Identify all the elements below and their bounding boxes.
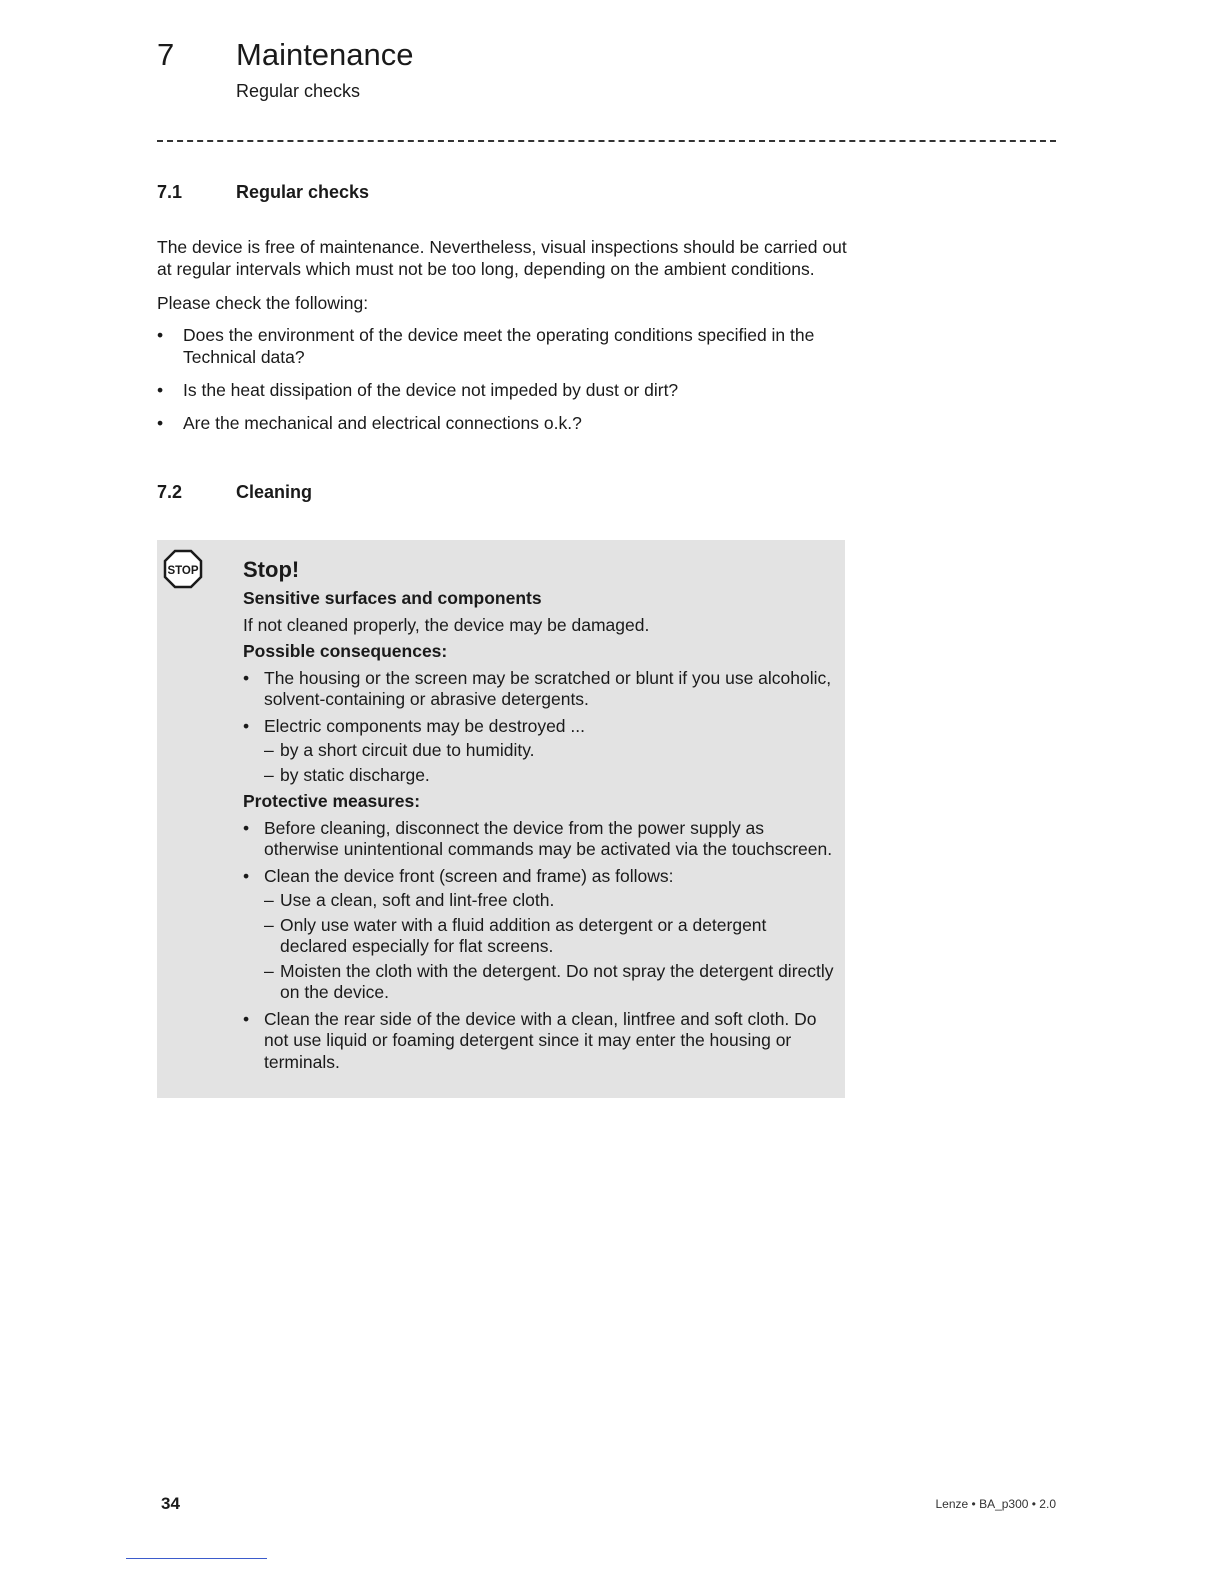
measure-text: Clean the rear side of the device with a clean, lintfree and soft cloth. Do not use liquid or foaming detergent since it may enter the housing or terminals. <box>264 1008 817 1072</box>
section-title: Regular checks <box>236 182 370 202</box>
stop-statement: If not cleaned properly, the device may be damaged. <box>243 614 650 635</box>
bullet-glyph: • <box>157 413 164 433</box>
list-item <box>157 379 847 401</box>
bullet-glyph: • <box>157 325 164 345</box>
consequences-list <box>243 668 838 787</box>
dash-glyph: – <box>264 764 274 785</box>
stop-icon-text: STOP <box>167 565 199 577</box>
list-item <box>157 412 847 434</box>
stop-sign-icon <box>163 549 203 589</box>
dash-glyph: – <box>264 890 274 910</box>
sub-item <box>264 915 838 958</box>
sub-item-text: by static discharge. <box>280 764 430 785</box>
measure-sublist <box>264 890 838 1004</box>
chapter-title: Maintenance <box>236 37 414 72</box>
section-number: 7.2 <box>157 482 183 502</box>
sub-item-text: by a short circuit due to humidity. <box>280 740 535 760</box>
bullet-glyph: • <box>243 1008 250 1029</box>
sub-item <box>264 890 838 912</box>
measures-list <box>243 818 838 1074</box>
measure-text: Clean the device front (screen and frame) as follows: <box>264 865 674 886</box>
check-item-text: Does the environment of the device meet the operating conditions specified in the Technical data? <box>183 325 815 367</box>
check-list <box>157 324 847 434</box>
bullet-glyph: • <box>157 380 164 400</box>
section-title: Cleaning <box>236 482 313 502</box>
stop-title: Stop! <box>243 557 300 582</box>
sub-item <box>264 961 838 1004</box>
sub-item <box>264 765 838 787</box>
footer-link-underline <box>126 1558 267 1559</box>
sub-item-text: Moisten the cloth with the detergent. Do not spray the detergent directly on the device. <box>280 960 834 1002</box>
list-item <box>157 324 847 368</box>
bullet-glyph: • <box>243 817 250 838</box>
chapter-subtitle: Regular checks <box>236 81 361 101</box>
checklist-lead: Please check the following: <box>157 293 369 313</box>
sub-item-text: Only use water with a fluid addition as detergent or a detergent declared especially for flat screens. <box>280 914 767 956</box>
measures-label: Protective measures: <box>243 791 421 811</box>
stop-subtitle: Sensitive surfaces and components <box>243 588 542 608</box>
consequence-text: The housing or the screen may be scratched or blunt if you use alcoholic, solvent-containing or abrasive detergents. <box>264 667 832 709</box>
chapter-number: 7 <box>157 37 175 72</box>
list-item <box>243 818 838 861</box>
list-item <box>243 716 838 787</box>
dash-glyph: – <box>264 740 274 760</box>
bullet-glyph: • <box>243 715 250 736</box>
header-divider <box>157 140 1056 142</box>
page-number: 34 <box>161 1494 180 1513</box>
dash-glyph: – <box>264 960 274 981</box>
list-item <box>243 1009 838 1074</box>
consequence-sublist <box>264 740 838 786</box>
check-item-text: Are the mechanical and electrical connections o.k.? <box>183 413 582 433</box>
sub-item <box>264 740 838 762</box>
bullet-glyph: • <box>243 667 250 688</box>
list-item <box>243 668 838 711</box>
measure-text: Before cleaning, disconnect the device from the power supply as otherwise unintentional commands may be activated via the touchscreen. <box>264 817 833 859</box>
section-number: 7.1 <box>157 182 183 202</box>
consequence-text: Electric components may be destroyed ... <box>264 715 585 736</box>
sub-item-text: Use a clean, soft and lint-free cloth. <box>280 890 555 910</box>
bullet-glyph: • <box>243 865 250 886</box>
check-item-text: Is the heat dissipation of the device not impeded by dust or dirt? <box>183 380 679 400</box>
list-item <box>243 866 838 1004</box>
consequences-label: Possible consequences: <box>243 641 448 661</box>
dash-glyph: – <box>264 914 274 935</box>
document-reference: Lenze • BA_p300 • 2.0 <box>935 1497 1056 1511</box>
intro-paragraph: The device is free of maintenance. Nevertheless, visual inspections should be carried out at regular intervals which must not be too long, depending on the ambient conditions. <box>157 237 847 279</box>
stop-notice-content <box>243 556 838 1078</box>
